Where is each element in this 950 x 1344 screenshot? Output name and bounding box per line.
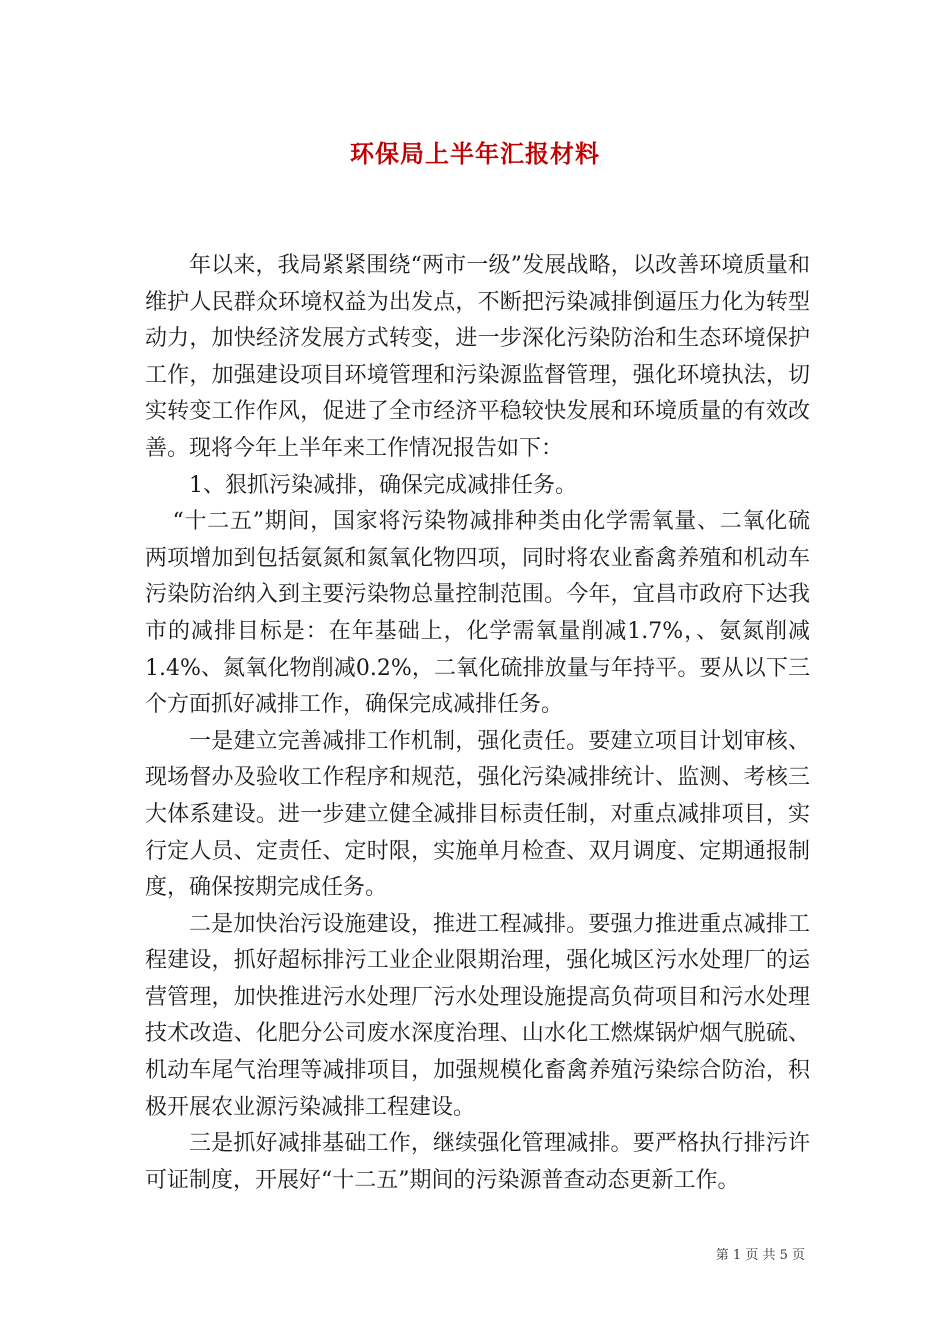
document-title: 环保局上半年汇报材料 [350,139,600,168]
page-number: 第 1 页 共 5 页 [715,1248,805,1263]
document-body [145,248,810,1199]
paragraph-point-one: 一是建立完善减排工作机制，强化责任。要建立项目计划审核、现场督办及验收工作程序和规范，强化污染减排统计、监测、考核三大体系建设。进一步建立健全减排目标责任制，对重点减排项目，实行定人员、定责任、定时限，实施单月检查、双月调度、定期通报制度，确保按期完成任务。 [145,728,810,901]
paragraph-intro: 年以来，我局紧紧围绕“两市一级”发展战略，以改善环境质量和维护人民群众环境权益为出发点，不断把污染减排倒逼压力化为转型动力，加快经济发展方式转变，进一步深化污染防治和生态环境保护工作，加强建设项目环境管理和污染源监督管理，强化环境执法，切实转变工作作风，促进了全市经济平稳较快发展和环境质量的有效改善。现将今年上半年来工作情况报告如下： [145,253,810,461]
paragraph-point-three: 三是抓好减排基础工作，继续强化管理减排。要严格执行排污许可证制度，开展好“十二五”期间的污染源普查动态更新工作。 [145,1131,810,1193]
paragraph-heading-1: 1、狠抓污染减排，确保完成减排任务。 [189,472,577,498]
paragraph-point-two: 二是加快治污设施建设，推进工程减排。要强力推进重点减排工程建设，抓好超标排污工业企业限期治理，强化城区污水处理厂的运营管理，加快推进污水处理厂污水处理设施提高负荷项目和污水处理技术改造、化肥分公司废水深度治理、山水化工燃煤锅炉烟气脱硫、机动车尾气治理等减排项目，加强规模化畜禽养殖污染综合防治，积极开展农业源污染减排工程建设。 [145,911,810,1120]
paragraph-twelfth-five: “十二五”期间，国家将污染物减排种类由化学需氧量、二氧化硫两项增加到包括氨氮和氮氧化物四项，同时将农业畜禽养殖和机动车污染防治纳入到主要污染物总量控制范围。今年，宜昌市政府下达我市的减排目标是：在年基础上，化学需氧量削减1.7%，、氨氮削减1.4%、氮氧化物削减0.2%，二氧化硫排放量与年持平。要从以下三个方面抓好减排工作，确保完成减排任务。 [145,509,810,718]
